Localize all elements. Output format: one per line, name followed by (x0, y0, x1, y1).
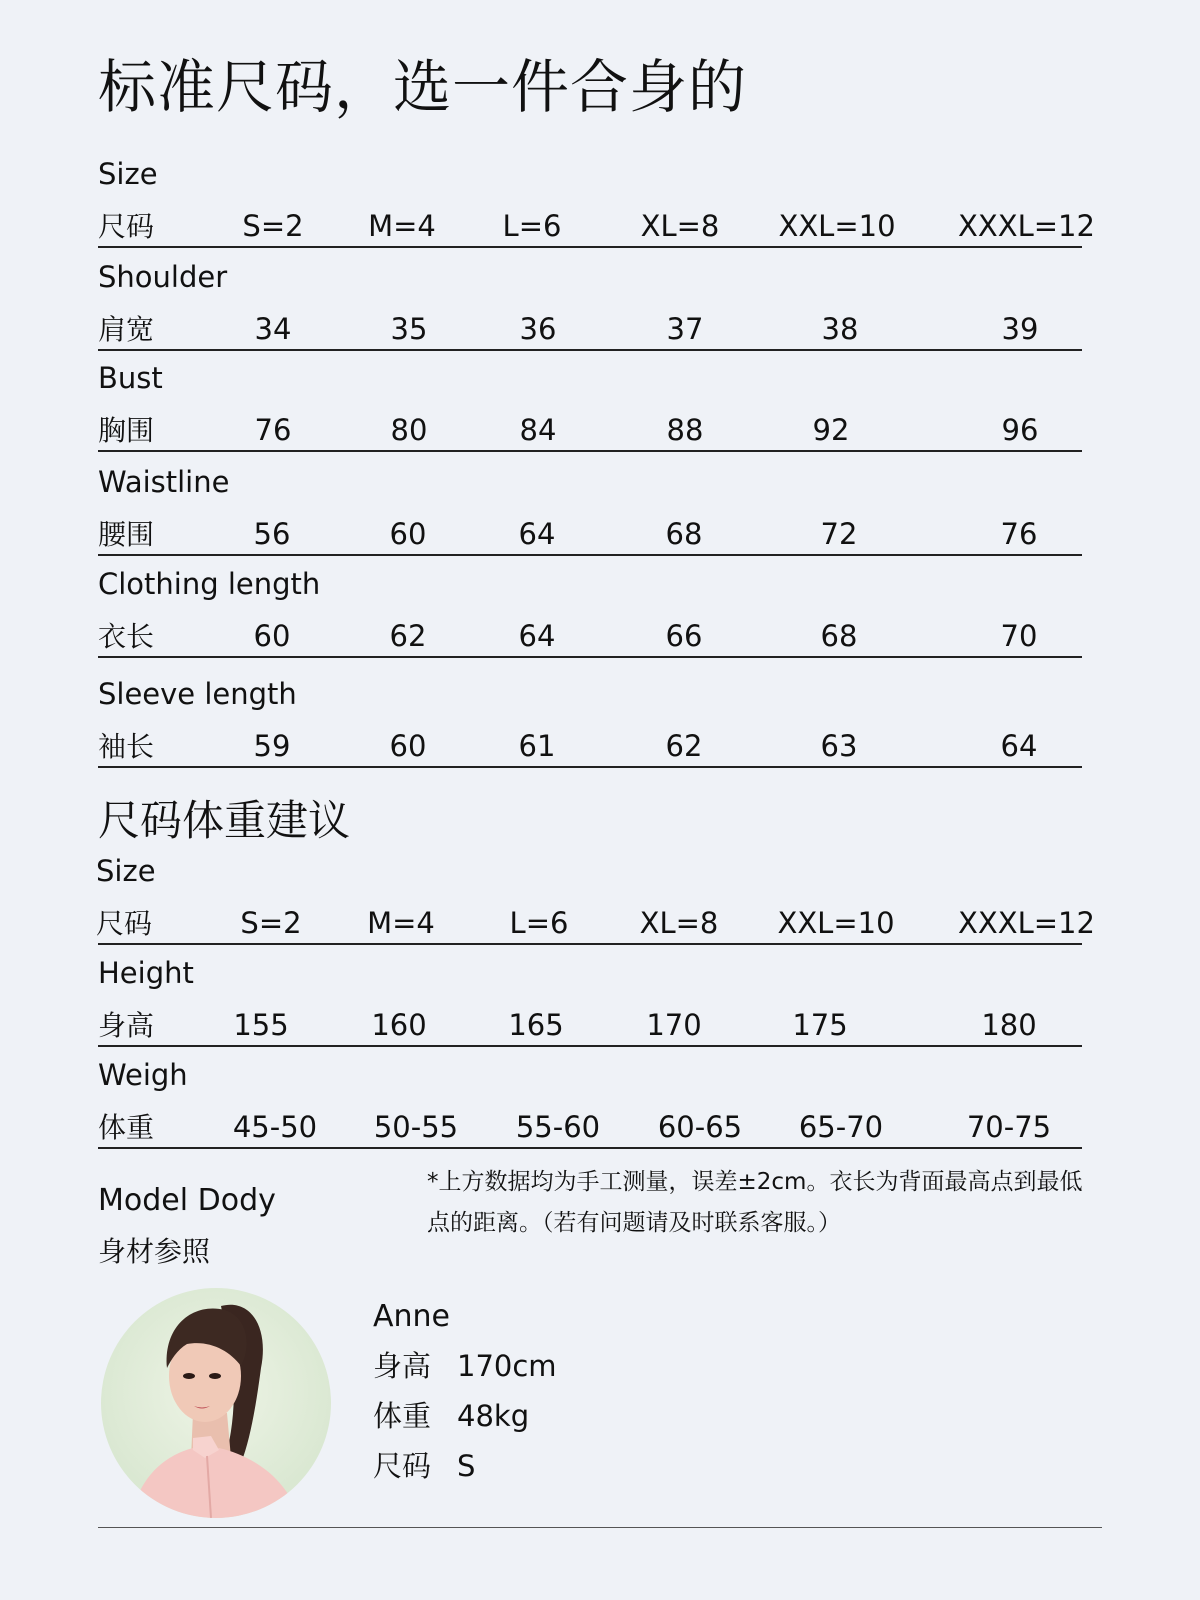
table-cell: 38 (821, 312, 859, 346)
row-label-en: Height (98, 956, 194, 990)
table-cell: S=2 (240, 906, 302, 940)
row-label-en: Weigh (98, 1058, 188, 1092)
model-heading-en: Model Dody (98, 1183, 276, 1218)
table-cell: 60 (253, 619, 291, 653)
table-cell: 64 (518, 619, 556, 653)
row-label-en: Sleeve length (98, 677, 297, 711)
table-cell: 37 (666, 312, 704, 346)
page-title: 标准尺码，选一件合身的 (98, 53, 748, 121)
row-label-zh: 腰围 (98, 518, 155, 551)
table-cell: 64 (1000, 729, 1038, 763)
table-row (98, 209, 1095, 248)
row-label-en: Waistline (98, 465, 230, 499)
row-label-zh: 尺码 (98, 210, 155, 243)
table-cell: 70-75 (966, 1110, 1052, 1144)
table-cell: 96 (1001, 413, 1039, 447)
table-cell: 63 (820, 729, 858, 763)
table-cell: 92 (812, 413, 850, 447)
row-label-zh: 胸围 (98, 414, 155, 447)
row-label-en: Size (96, 854, 156, 888)
table-row (98, 518, 1082, 556)
row-label-zh: 衣长 (98, 620, 155, 653)
table-cell: L=6 (509, 906, 569, 940)
model-weight-label: 体重 (373, 1399, 432, 1433)
model-size (373, 1449, 557, 1483)
table-cell: 65-70 (798, 1110, 884, 1144)
table-cell: L=6 (502, 209, 562, 243)
table-cell: 160 (371, 1008, 427, 1042)
table-cell: 170 (646, 1008, 702, 1042)
table-row (98, 730, 1082, 768)
table-cell: XXL=10 (778, 209, 896, 243)
table-cell: 76 (254, 413, 292, 447)
table-cell: 60-65 (657, 1110, 743, 1144)
table-cell: XXXL=12 (958, 209, 1095, 243)
table-cell: 68 (665, 517, 703, 551)
row-label-en: Size (98, 157, 158, 191)
table-row (98, 620, 1082, 658)
table-row (98, 1111, 1082, 1149)
table-cell: 50-55 (373, 1110, 459, 1144)
model-weight (373, 1399, 557, 1433)
table-cell: 59 (253, 729, 291, 763)
table-cell: 165 (508, 1008, 564, 1042)
table-cell: 45-50 (232, 1110, 318, 1144)
table-cell: 88 (666, 413, 704, 447)
row-label-zh: 袖长 (98, 730, 155, 763)
table-cell: 62 (389, 619, 427, 653)
row-label-zh: 身高 (98, 1009, 155, 1042)
row-label-zh: 体重 (98, 1111, 155, 1144)
table-cell: XL=8 (639, 906, 719, 940)
table-cell: 55-60 (515, 1110, 601, 1144)
table-cell: M=4 (367, 906, 435, 940)
row-label-en: Clothing length (98, 567, 321, 601)
table-row (98, 414, 1082, 452)
model-name: Anne (373, 1299, 451, 1334)
table-cell: 80 (390, 413, 428, 447)
table-cell: 39 (1001, 312, 1039, 346)
table-cell: 70 (1000, 619, 1038, 653)
table-cell: 175 (792, 1008, 848, 1042)
table-cell: 72 (820, 517, 858, 551)
table-cell: 36 (519, 312, 557, 346)
model-info (373, 1299, 557, 1502)
table-cell: XXXL=12 (958, 906, 1095, 940)
model-height-value: 170cm (457, 1349, 557, 1383)
table-cell: 76 (1000, 517, 1038, 551)
model-heading-zh: 身材参照 (98, 1235, 211, 1268)
table-cell: 60 (389, 517, 427, 551)
table-row (96, 906, 1095, 945)
table-cell: S=2 (242, 209, 304, 243)
table-cell: 66 (665, 619, 703, 653)
table-cell: M=4 (368, 209, 436, 243)
row-label-en: Shoulder (98, 260, 228, 294)
table-cell: 60 (389, 729, 427, 763)
model-size-label: 尺码 (373, 1449, 432, 1483)
model-height-label: 身高 (373, 1349, 432, 1383)
table-cell: 35 (390, 312, 428, 346)
model-weight-value: 48kg (457, 1399, 530, 1433)
table-cell: 180 (981, 1008, 1037, 1042)
table-cell: 34 (254, 312, 292, 346)
bottom-divider (98, 1527, 1102, 1528)
row-label-en: Bust (98, 361, 163, 395)
table-cell: 64 (518, 517, 556, 551)
section-title: 尺码体重建议 (98, 796, 351, 845)
table-cell: 56 (253, 517, 291, 551)
measurement-note: *上方数据均为手工测量，误差±2cm。衣长为背面最高点到最低点的距离。（若有问题请及时联系客服。） (427, 1169, 1083, 1236)
table-cell: 68 (820, 619, 858, 653)
table-cell: 155 (233, 1008, 289, 1042)
table-cell: 84 (519, 413, 557, 447)
row-label-zh: 肩宽 (98, 313, 155, 346)
table-row (98, 313, 1082, 351)
table-cell: XXL=10 (777, 906, 895, 940)
model-photo (101, 1288, 331, 1518)
table-row (98, 1009, 1082, 1047)
table-cell: 62 (665, 729, 703, 763)
table-cell: XL=8 (640, 209, 720, 243)
model-height (373, 1349, 557, 1383)
row-label-zh: 尺码 (96, 907, 153, 940)
model-size-value: S (457, 1449, 476, 1483)
table-cell: 61 (518, 729, 556, 763)
